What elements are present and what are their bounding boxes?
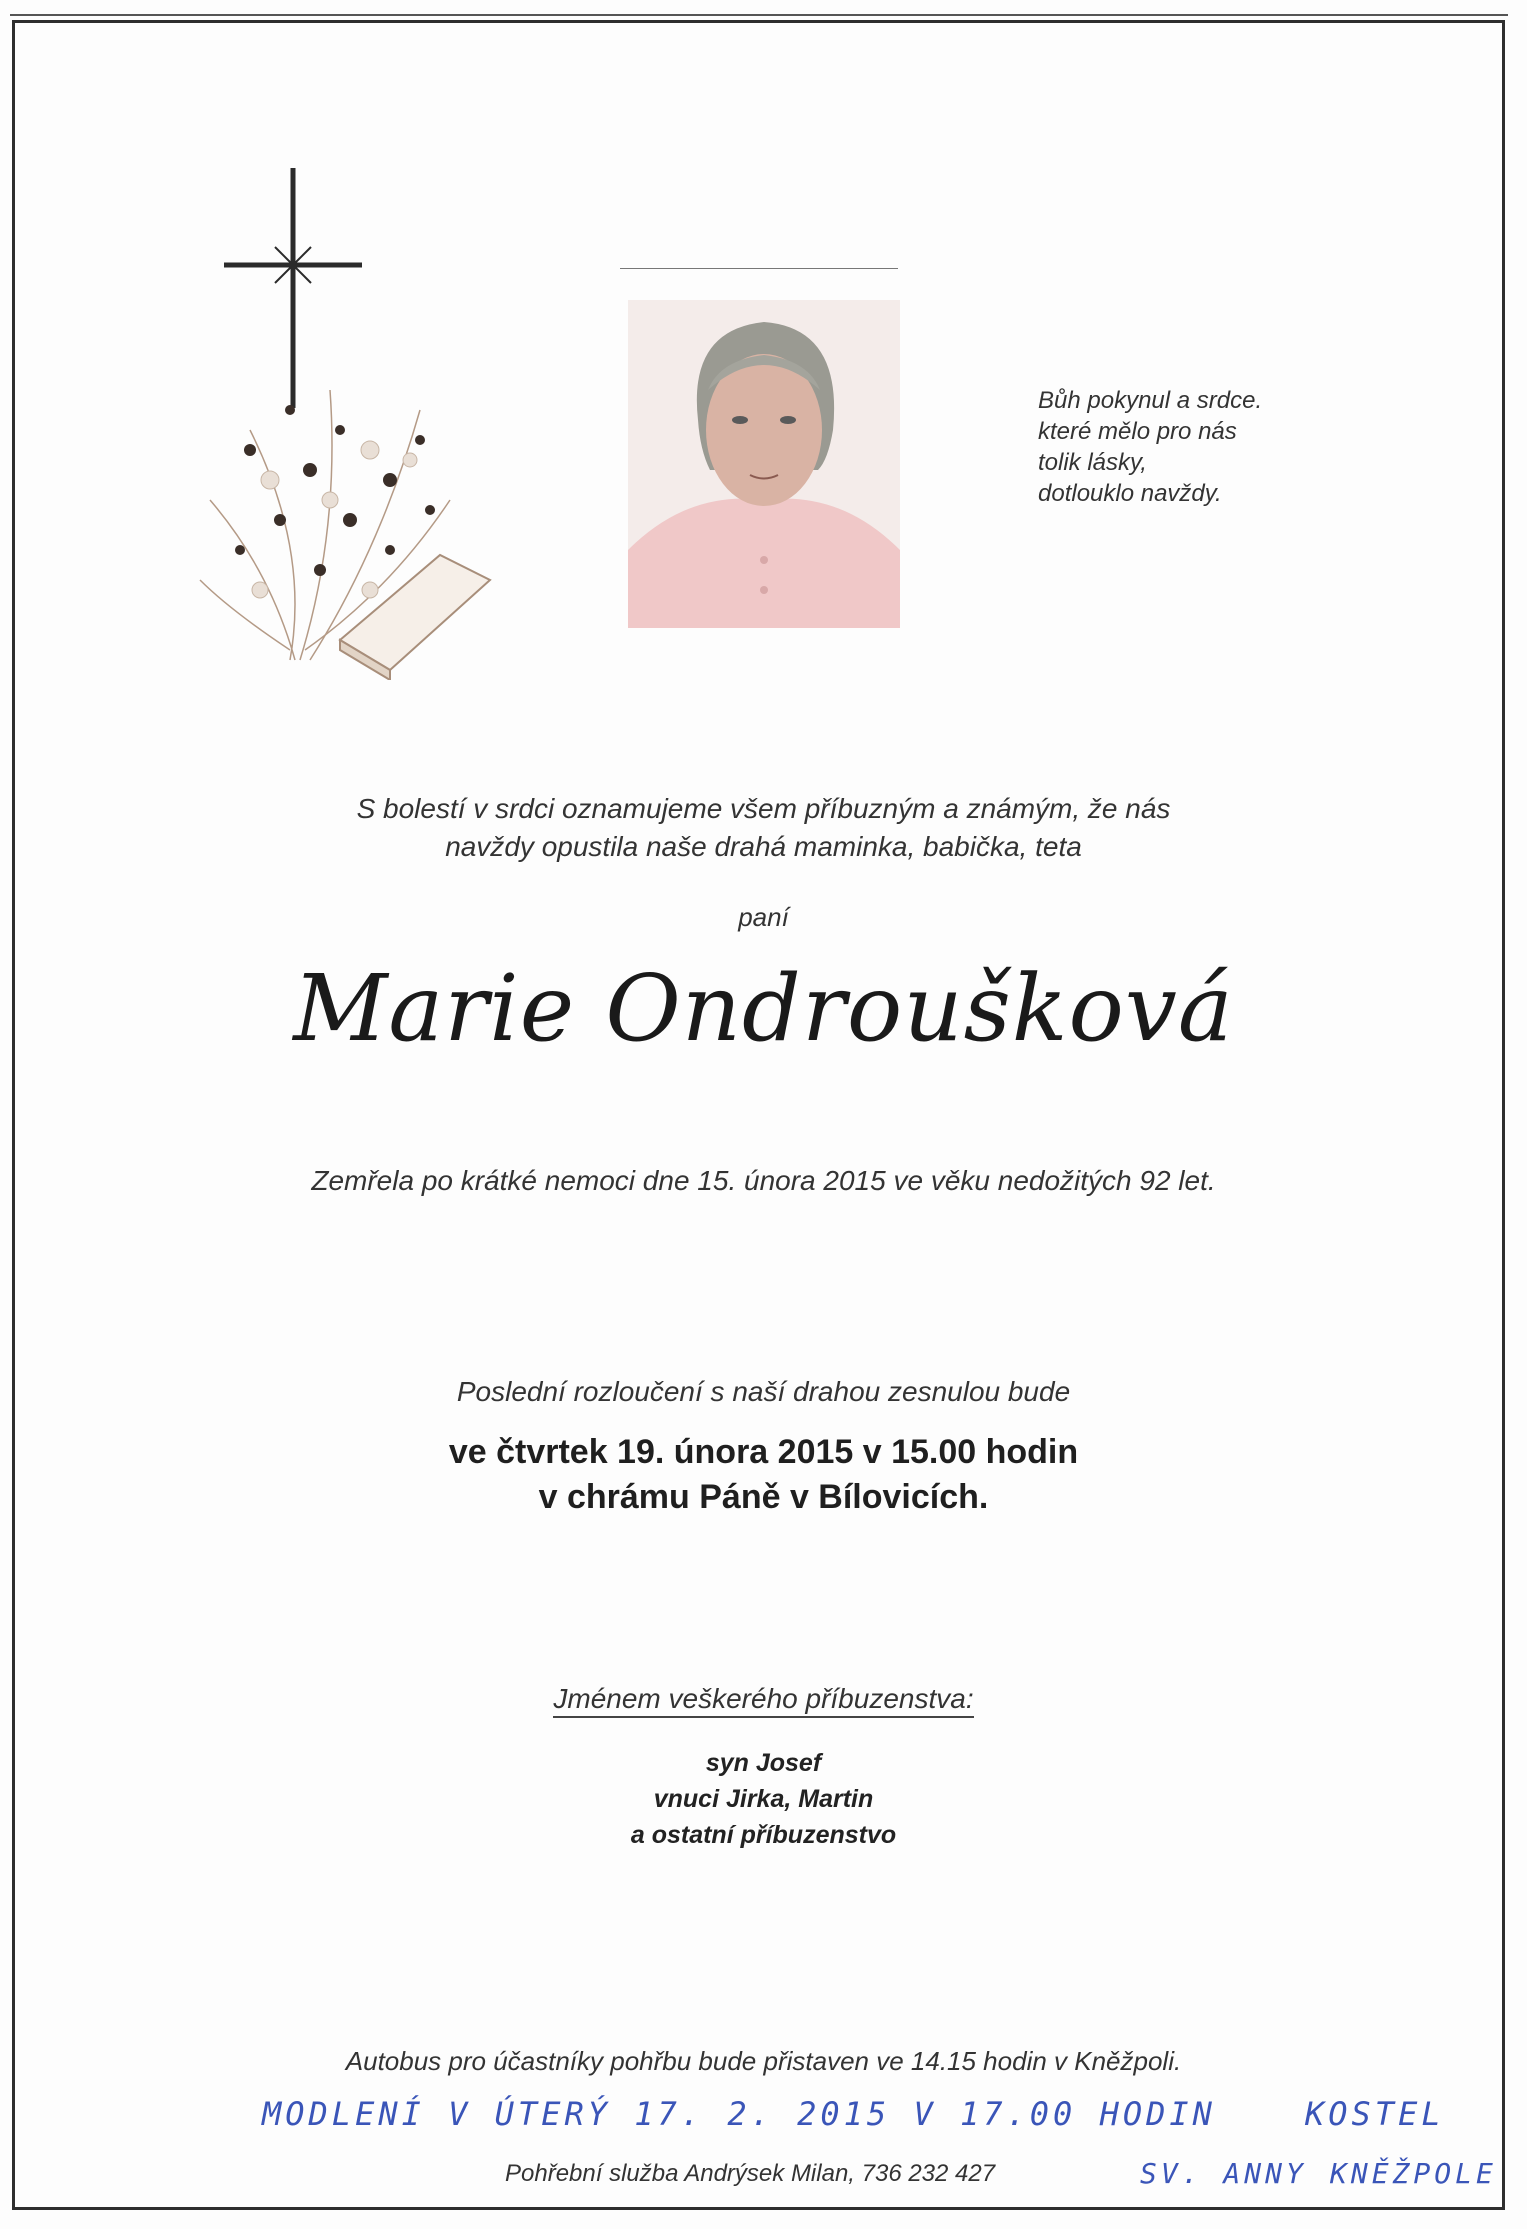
- ceremony-place: v chrámu Páně v Bílovicích.: [538, 1478, 989, 1516]
- ceremony-details: [0, 1430, 1527, 1520]
- intro-line: S bolestí v srdci oznamujeme všem příbuzným a známým, že nás: [356, 793, 1171, 824]
- handwritten-note-line1: MODLENÍ V ÚTERÝ 17. 2. 2015 V 17.00 HODIN: [262, 2095, 1216, 2133]
- funeral-service-credit: Pohřební služba Andrýsek Milan, 736 232 427: [505, 2160, 996, 2187]
- honorific: paní: [738, 902, 789, 932]
- photo-top-line: [620, 268, 898, 269]
- poem-line: dotlouklo navždy.: [1038, 480, 1222, 507]
- family-member: syn Josef: [705, 1749, 822, 1777]
- family-members: [0, 1745, 1527, 1853]
- ceremony-datetime: ve čtvrtek 19. února 2015 v 15.00 hodin: [448, 1433, 1079, 1471]
- poem-line: Bůh pokynul a srdce.: [1038, 387, 1263, 414]
- intro-line: navždy opustila naše drahá maminka, babička, teta: [445, 831, 1082, 862]
- frame-top-line: [10, 14, 1508, 16]
- bus-notice: Autobus pro účastníky pohřbu bude přistaven ve 14.15 hodin v Kněžpoli.: [345, 2046, 1182, 2076]
- deceased-name: Marie Ondroušková: [293, 955, 1234, 1062]
- family-member: a ostatní příbuzenstvo: [630, 1821, 897, 1849]
- family-member: vnuci Jirka, Martin: [653, 1785, 874, 1813]
- poem-line: které mělo pro nás: [1038, 418, 1237, 445]
- portrait-photo: [628, 300, 900, 628]
- farewell-intro: Poslední rozloučení s naší drahou zesnulou bude: [456, 1376, 1071, 1407]
- handwritten-note-line2-end: KNĚŽPOLE: [1330, 2157, 1497, 2190]
- announcement-intro: [0, 790, 1527, 866]
- poem-line: tolik lásky,: [1038, 449, 1147, 476]
- family-heading: [0, 1683, 1527, 1715]
- flowers-and-book-illustration: [190, 350, 510, 680]
- death-notice: Zemřela po krátké nemoci dne 15. února 2015 ve věku nedožitých 92 let.: [311, 1165, 1216, 1196]
- handwritten-note-line2: SV. ANNY: [1140, 2157, 1307, 2190]
- memorial-poem: [1038, 385, 1338, 509]
- family-heading-text: Jménem veškerého příbuzenstva:: [553, 1683, 973, 1718]
- handwritten-note-line1-end: KOSTEL: [1305, 2095, 1445, 2133]
